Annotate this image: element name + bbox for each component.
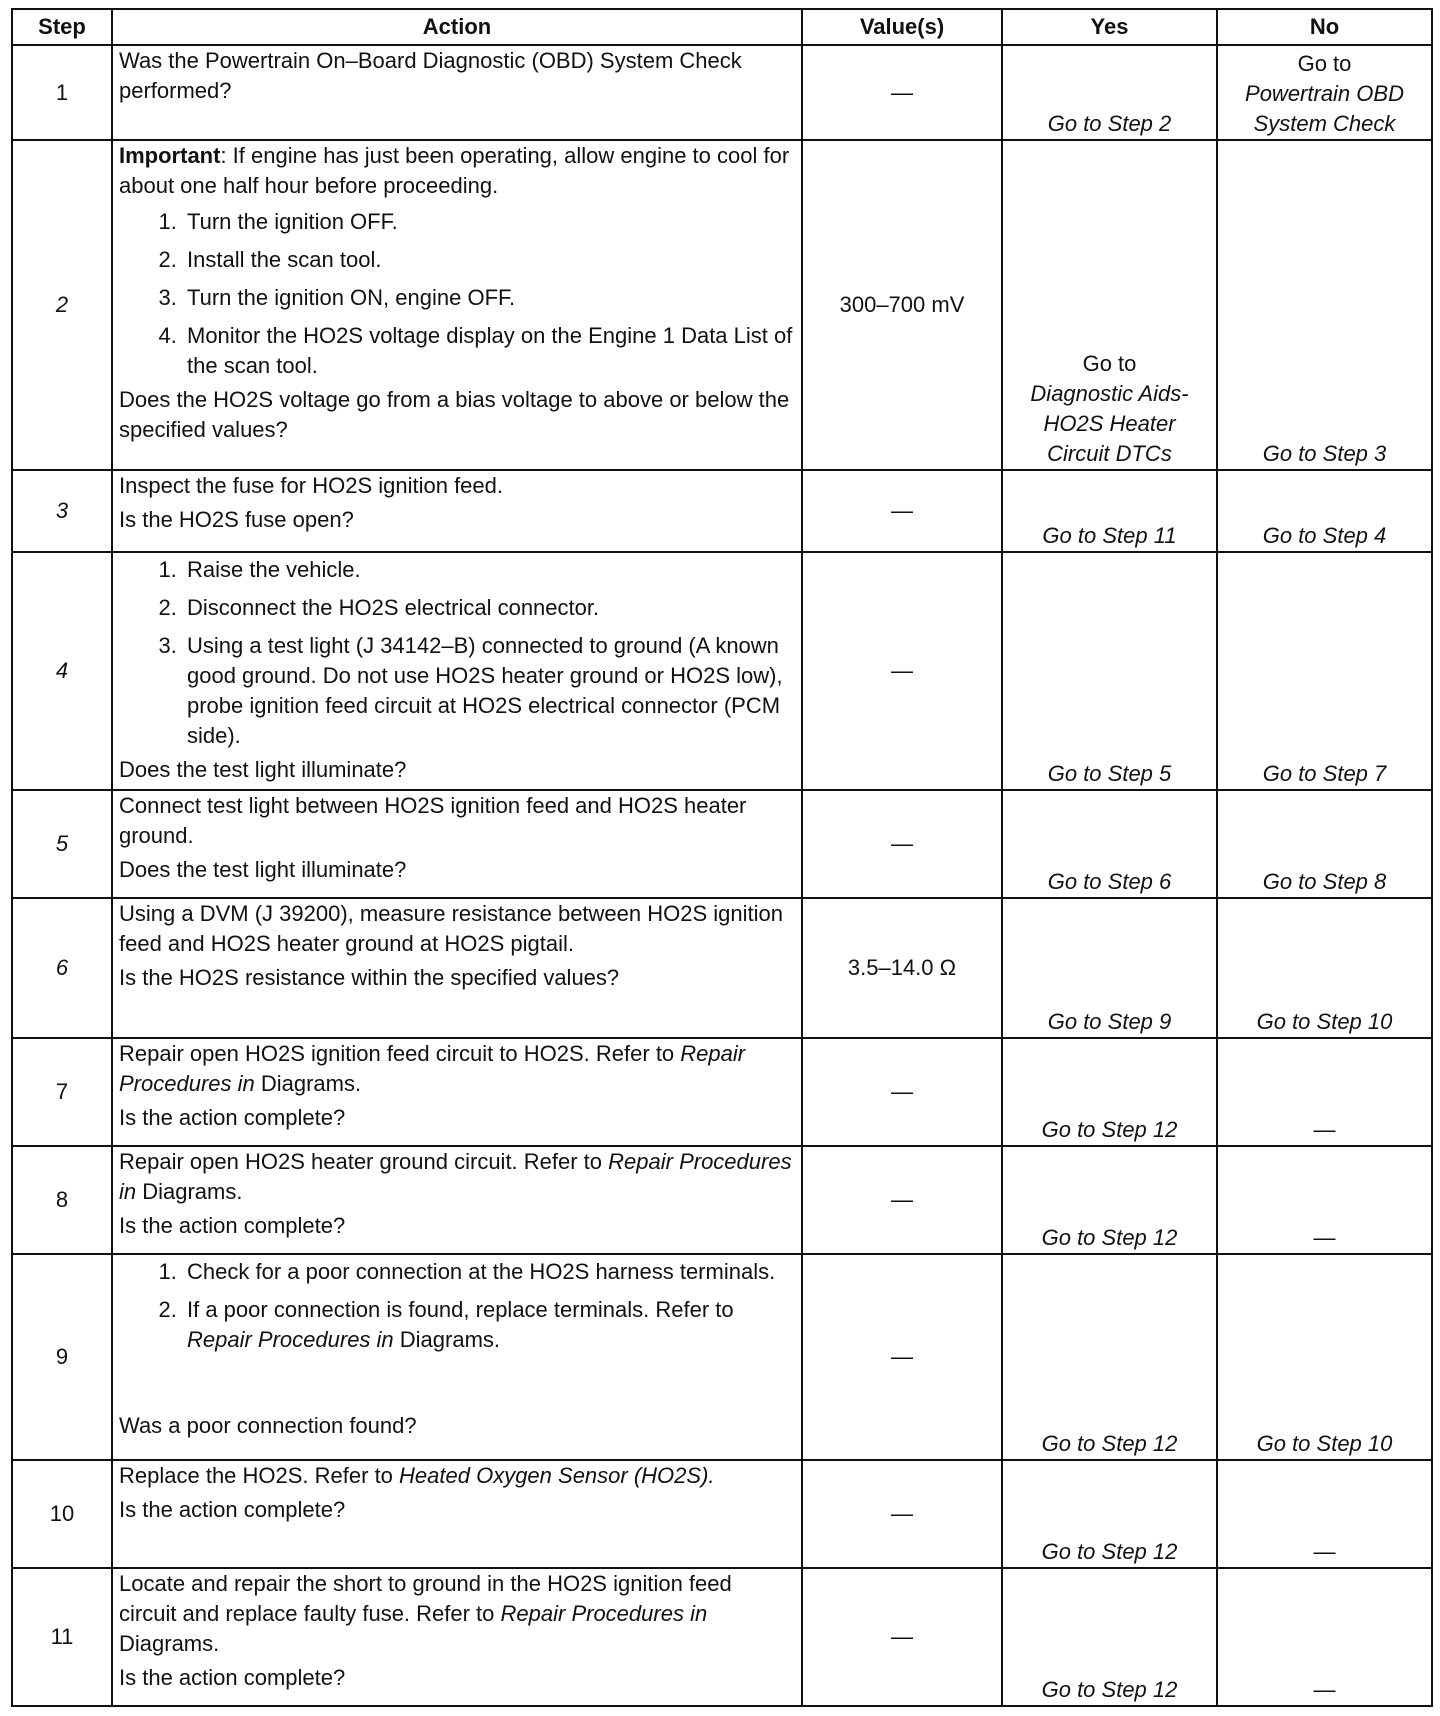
table-row-step-4 (12, 552, 1432, 790)
step-number: 8 (12, 1146, 112, 1254)
yes-cell: Go to Step 12 (1002, 1254, 1217, 1460)
action-cell (112, 1568, 802, 1706)
question-text: Is the action complete? (119, 1213, 346, 1238)
table-row-step-11 (12, 1568, 1432, 1706)
step-number: 5 (12, 790, 112, 898)
value-cell: — (802, 1038, 1002, 1146)
action-cell (112, 45, 802, 140)
list-item: 3. Using a test light (J 34142–B) connected to ground (A known good ground. Do not use HO2S heater ground or HO2S low), probe ignition feed circuit at HO2S electrical connector (PCM side). (183, 631, 795, 751)
step-list (119, 555, 795, 751)
question-text: Is the action complete? (119, 1105, 346, 1130)
no-line: Go to (1297, 51, 1352, 76)
table-row-step-7 (12, 1038, 1432, 1146)
list-item: 1. Check for a poor connection at the HO2S harness terminals. (183, 1257, 795, 1287)
important-label: Important (119, 143, 221, 168)
no-cell (1217, 45, 1432, 140)
reference-link-text: Heated Oxygen Sensor (HO2S). (399, 1463, 715, 1488)
no-line: Powertrain OBD (1245, 81, 1404, 106)
no-cell: Go to Step 10 (1217, 1254, 1432, 1460)
yes-cell (1002, 140, 1217, 470)
action-text: Inspect the fuse for HO2S ignition feed. (119, 473, 504, 498)
yes-cell: Go to Step 2 (1002, 45, 1217, 140)
step-number: 1 (12, 45, 112, 140)
table-header (12, 9, 1432, 45)
list-item: 1. Turn the ignition OFF. (183, 207, 795, 237)
action-cell (112, 898, 802, 1038)
yes-cell: Go to Step 5 (1002, 552, 1217, 790)
action-text (119, 1039, 795, 1099)
question-text: Was a poor connection found? (119, 1413, 417, 1438)
question-text: Is the HO2S fuse open? (119, 507, 354, 532)
table-row-step-6 (12, 898, 1432, 1038)
value-cell: — (802, 1568, 1002, 1706)
no-cell: Go to Step 4 (1217, 470, 1432, 552)
action-cell (112, 1460, 802, 1568)
yes-cell: Go to Step 6 (1002, 790, 1217, 898)
action-cell (112, 790, 802, 898)
value-cell: 3.5–14.0 Ω (802, 898, 1002, 1038)
action-text: Was the Powertrain On–Board Diagnostic (OBD) System Check performed? (119, 48, 742, 103)
step-number: 6 (12, 898, 112, 1038)
list-item-text: Diagrams. (393, 1327, 501, 1352)
yes-line: Go to (1082, 351, 1137, 376)
yes-cell: Go to Step 9 (1002, 898, 1217, 1038)
action-text-part: Diagrams. (254, 1071, 362, 1096)
action-text (119, 1461, 795, 1491)
no-cell: — (1217, 1568, 1432, 1706)
list-item: 1. Raise the vehicle. (183, 555, 795, 585)
action-text (119, 1147, 795, 1207)
important-note (119, 141, 795, 201)
reference-link-text: Repair Procedures in (500, 1601, 708, 1626)
no-cell: — (1217, 1146, 1432, 1254)
list-item: 3. Turn the ignition ON, engine OFF. (183, 283, 795, 313)
action-text-part: Repair open HO2S heater ground circuit. Refer to (119, 1149, 609, 1174)
step-number: 7 (12, 1038, 112, 1146)
yes-cell: Go to Step 12 (1002, 1038, 1217, 1146)
table-row-step-9 (12, 1254, 1432, 1460)
value-cell: — (802, 470, 1002, 552)
value-cell: — (802, 45, 1002, 140)
no-cell: — (1217, 1038, 1432, 1146)
header-values: Value(s) (802, 9, 1002, 45)
action-text-part: Locate and repair the short to ground in the HO2S ignition feed circuit and replace faulty fuse. Refer to (119, 1571, 732, 1626)
no-cell: Go to Step 3 (1217, 140, 1432, 470)
table-row-step-1 (12, 45, 1432, 140)
step-number: 10 (12, 1460, 112, 1568)
list-item: 4. Monitor the HO2S voltage display on the Engine 1 Data List of the scan tool. (183, 321, 795, 381)
no-line: System Check (1253, 111, 1396, 136)
step-number: 9 (12, 1254, 112, 1460)
yes-cell: Go to Step 12 (1002, 1460, 1217, 1568)
header-row (12, 9, 1432, 45)
question-text: Is the action complete? (119, 1665, 346, 1690)
question-text: Is the HO2S resistance within the specified values? (119, 965, 620, 990)
question-text: Does the test light illuminate? (119, 757, 407, 782)
action-text (119, 1569, 795, 1659)
action-text: Using a DVM (J 39200), measure resistance between HO2S ignition feed and HO2S heater ground at HO2S pigtail. (119, 901, 783, 956)
diagnostic-table (11, 8, 1433, 1707)
value-cell: — (802, 790, 1002, 898)
no-cell: Go to Step 8 (1217, 790, 1432, 898)
value-cell: 300–700 mV (802, 140, 1002, 470)
header-action: Action (112, 9, 802, 45)
header-step: Step (12, 9, 112, 45)
table-row-step-5 (12, 790, 1432, 898)
value-cell: — (802, 1460, 1002, 1568)
question-text: Does the HO2S voltage go from a bias voltage to above or below the specified values? (119, 387, 790, 442)
action-text-part: Replace the HO2S. Refer to (119, 1463, 400, 1488)
action-cell (112, 1254, 802, 1460)
header-yes: Yes (1002, 9, 1217, 45)
action-text-part: Diagrams. (136, 1179, 243, 1204)
reference-link-text: Repair Procedures in (119, 1149, 792, 1204)
table-row-step-8 (12, 1146, 1432, 1254)
table-row-step-3 (12, 470, 1432, 552)
list-item (183, 1295, 795, 1355)
action-text-part: Diagrams. (119, 1631, 220, 1656)
action-cell (112, 140, 802, 470)
yes-cell: Go to Step 12 (1002, 1146, 1217, 1254)
question-text: Is the action complete? (119, 1497, 346, 1522)
yes-cell: Go to Step 12 (1002, 1568, 1217, 1706)
action-cell (112, 552, 802, 790)
table-row-step-10 (12, 1460, 1432, 1568)
step-number: 2 (12, 140, 112, 470)
step-list (119, 207, 795, 381)
no-cell: — (1217, 1460, 1432, 1568)
important-text: : If engine has just been operating, allow engine to cool for about one half hour before proceeding. (119, 143, 790, 198)
step-number: 11 (12, 1568, 112, 1706)
action-cell (112, 1038, 802, 1146)
reference-link-text: Repair Procedures in (119, 1041, 746, 1096)
step-number: 3 (12, 470, 112, 552)
step-number: 4 (12, 552, 112, 790)
header-no: No (1217, 9, 1432, 45)
action-cell (112, 470, 802, 552)
list-item: 2. Disconnect the HO2S electrical connector. (183, 593, 795, 623)
no-cell: Go to Step 10 (1217, 898, 1432, 1038)
yes-line: Circuit DTCs (1047, 441, 1172, 466)
value-cell: — (802, 1146, 1002, 1254)
value-cell: — (802, 552, 1002, 790)
no-cell: Go to Step 7 (1217, 552, 1432, 790)
value-cell: — (802, 1254, 1002, 1460)
action-cell (112, 1146, 802, 1254)
list-item: 2. Install the scan tool. (183, 245, 795, 275)
step-list (119, 1257, 795, 1355)
yes-cell: Go to Step 11 (1002, 470, 1217, 552)
yes-line: Diagnostic Aids- (1030, 381, 1189, 406)
question-text: Does the test light illuminate? (119, 857, 407, 882)
action-text: Connect test light between HO2S ignition feed and HO2S heater ground. (119, 793, 747, 848)
yes-line: HO2S Heater (1043, 411, 1176, 436)
action-text-part: Repair open HO2S ignition feed circuit to HO2S. Refer to (119, 1041, 681, 1066)
table-row-step-2 (12, 140, 1432, 470)
reference-link-text: Repair Procedures in (187, 1327, 394, 1352)
list-item-text: If a poor connection is found, replace terminals. Refer to (187, 1297, 734, 1322)
